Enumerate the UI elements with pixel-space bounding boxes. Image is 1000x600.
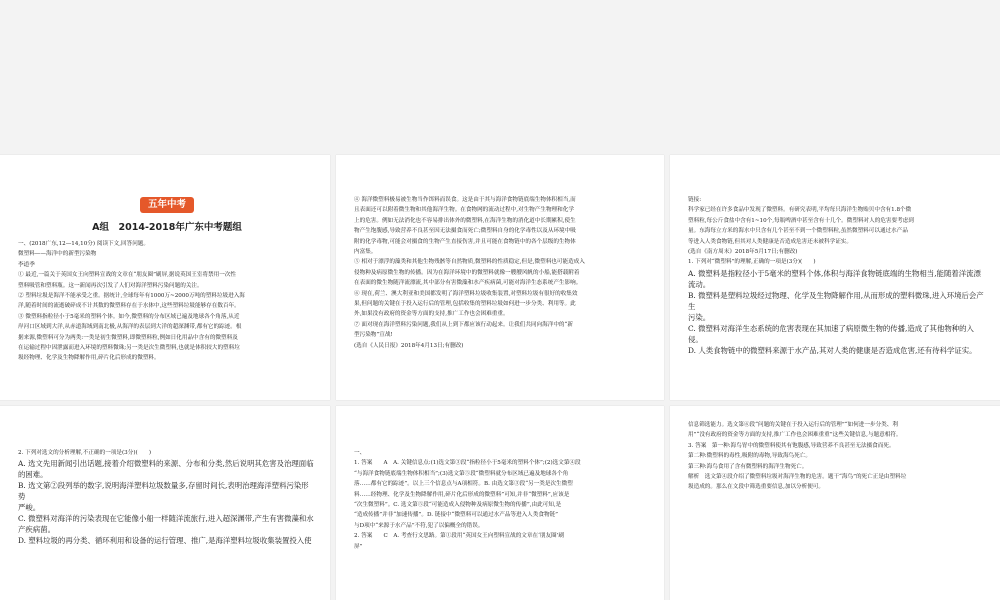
text-line: 外,如果没有政府的资金等方面的支持,推广工作也会困难重重。 <box>354 311 509 318</box>
answer-option: C. 微塑料对海洋的污染表现在它能像小船一样随洋流旅行,进入超深渊带,产生有害微藻和水 <box>18 514 314 524</box>
text-line: 第二种:微塑料的毒性,吸附的毒物,导致海鸟死亡。 <box>688 453 811 460</box>
text-line: 附的化学毒物,可能会对摄食的生物产生直接伤害,并且可能在食物链中的各个层级的生物体 <box>354 238 576 245</box>
text-line: 微塑料——海洋中的新型污染物 <box>18 251 97 258</box>
text-line: 量。东海每立方米的海水中只含有几个甚至不到一个微塑料粒,虽然微塑料可以通过水产品 <box>688 228 908 235</box>
text-line: 塑料粒,每公斤食盐中含有1~10个,每瓶啤酒中甚至含有十几个。微塑料对人的危害要考虑到 <box>688 217 914 224</box>
text-line: 解析 选文第④段介绍了微塑料垃圾对海洋生物的危害。题干“海鸟”的死亡正是由塑料垃 <box>688 474 907 481</box>
text-line: 圾造成的。那么在文段中筛选重要信息,加以分析便可。 <box>688 484 825 491</box>
answer-line: 3. 答案 第一种:海鸟胃中的微塑料使其有饱腹感,导致营养不良甚至无法摄食而死。 <box>688 442 895 449</box>
text-line: 落……都有它的踪迹”。以上三个信息点与A项相符。B. 由选文第③段“另一类是次生微塑 <box>354 481 573 488</box>
text-line: 型污染物”宣战! <box>354 332 393 339</box>
text-line: 第三种:海鸟食用了含有微塑料的海洋生物死亡。 <box>688 463 808 470</box>
slide-2 <box>336 155 664 400</box>
text-line: ① 最近,一篇关于英国女王向塑料宣战的文章在“朋友圈”刷屏,据说英国王室将禁用一次性 <box>18 272 237 279</box>
text-line: (选自《人民日报》2018年4月13日;有删改) <box>354 342 464 349</box>
answer-option: C. 微塑料对海洋生态系统的危害表现在其加速了病原微生物的传播,造成了其他物种的入 <box>688 323 974 333</box>
text-line: 链接: <box>688 197 702 203</box>
text-line: 在表面的微生物随洋流漂流,其中部分有害微藻和水产疾病菌,可能对海洋生态系统产生影响。 <box>354 280 582 287</box>
text-line: (选自《南方周末》2018年5月17日;有删改) <box>688 249 798 256</box>
answer-option: 污染。 <box>688 312 711 322</box>
answer-option: 严峻。 <box>18 503 41 513</box>
text-line: 信息筛选能力。选文第⑥段“问题的关键在于投入运行后的管理”“如何进一步分类、利 <box>688 422 898 428</box>
answer-line: 1. 答案 A A. 关键信息点:(1)选文第③段“指粒径小于5毫米的塑料个体”;(2)选文第④段 <box>354 460 581 467</box>
text-line: 在运输过程中因泄露而进入环境的塑料微珠;另一类是次生微塑料,也就是体积较大的塑料垃 <box>18 345 240 352</box>
slide-1 <box>0 155 330 400</box>
text-line: ⑤ 相对于漂浮的藻类和其他生物残骸等自然物质,微塑料的性质稳定,但是,微塑料也可能造成入 <box>354 259 585 266</box>
text-line: 侵物种及病原微生物的传播。因为在海洋环境中的微塑料就像一艘艘风帆的小船,能搭载附着 <box>354 269 580 276</box>
text-line: 且表面还可以附着微生物和其他海洋生物。在食物网的流动过程中,对生物产生物理和化学 <box>354 207 574 214</box>
text-line: 岸河口区域到大洋,从赤道海域到南北极,从海洋的表层到大洋的超深渊带,都有它的踪迹。根 <box>18 324 242 331</box>
text-line: 洋,随着时间的流逝破碎成不计其数的微塑料存在于水体中,这些塑料垃圾能够存在数百年。 <box>18 303 240 310</box>
slide-5 <box>336 406 664 600</box>
text-line: 上的危害。例如无法消化也不容易排出体外的微塑料,在海洋生物的消化道中长期累积,使生 <box>354 217 576 224</box>
text-line: 内富集。 <box>354 249 377 256</box>
slide-3 <box>670 155 1000 400</box>
question-stem: 2. 下列对选文的分析理解,不正确的一项是(3分)( ) <box>18 450 152 456</box>
question-stem: 1. 下列对“微塑料”的理解,正确的一项是(3分)( ) <box>688 259 816 266</box>
slide-4 <box>0 406 330 600</box>
slide-6 <box>670 406 1000 600</box>
text-line: 用”“没有政府的资金等方面的支持,推广工作也会困难重重”这些关键信息,与题意相符。 <box>688 432 902 439</box>
section-banner: 五年中考 <box>140 197 194 213</box>
answer-option: 产疾病菌。 <box>18 525 55 535</box>
answer-option: A. 选文先用新闻引出话题,接着介绍微塑料的来源、分布和分类,然后说明其危害及治理面临 <box>18 459 314 469</box>
answer-line: 2. 答案 C A. 考查行文思路。第①段用“英国女王向塑料宣战的文章在‘朋友圈’刷 <box>354 533 565 540</box>
text-line: 一、 <box>354 450 366 456</box>
text-line: ⑦ 面对现在海洋塑料污染问题,我们从上到下都应该行动起来。让我们共同向海洋中的“新 <box>354 321 573 328</box>
text-line: 物产生饱腹感,导致营养不良甚至因无法摄食而死亡;微塑料自身的化学毒性以及从环境中吸 <box>354 228 576 235</box>
answer-option: D. 塑料垃圾的再分类、循环利用和设备的运行管理、推广,是海洋塑料垃圾收集装置投入使 <box>18 536 312 546</box>
text-line: ③ 微塑料指粒径小于5毫米的塑料个体。如今,微塑料的分布区域已遍及地球各个角落,从近 <box>18 313 240 320</box>
text-line: ④ 海洋微塑料极易被生物当作饵料而误食。这是由于其与海洋食物链底端生物体积相当,而 <box>354 197 576 203</box>
text-line: 屏” <box>354 543 363 550</box>
answer-option: D. 人类食物链中的微塑料来源于水产品,其对人类的健康是否造成危害,还有待科学证实。 <box>688 345 977 355</box>
text-line: ② 塑料垃圾是海洋不能承受之重。据统计,全球每年有1000万~2000万吨的塑料垃圾进入海 <box>18 293 245 300</box>
answer-option: B. 选文第②段列举的数字,说明海洋塑料垃圾数量多,存留时间长,表明治理海洋塑料污染形势 <box>18 481 309 502</box>
answer-option: A. 微塑料是指粒径小于5毫米的塑料个体,体积与海洋食物链底端的生物相当,能随着洋流漂流动。 <box>688 268 981 289</box>
text-line: 据来源,微塑料可分为两类:一类是初生微塑料,即微塑料粒,例如日化用品中含有的微塑料及 <box>18 334 238 341</box>
text-line: 圾经物理、化学及生物降解作用,碎片化后形成的微塑料。 <box>18 355 160 362</box>
text-line: 料……经物理、化学及生物降解作用,碎片化后形成的微塑料”可知,并非“微塑料”,应该是 <box>354 491 570 498</box>
text-line: “与海洋食物链底端生物体积相当”;(3)选文第⑤段“微塑料就分布区域已遍及地球各个角 <box>354 470 569 477</box>
text-line: “造成传播”并非“加速传播”。D. 链接中“微塑料可以通过水产品等进入人类食物链” <box>354 512 559 519</box>
text-line: “次生微塑料”。C. 选文第⑤段“可能造成入侵物种及病原微生物的传播”,由此可知,是 <box>354 502 562 509</box>
group-title: A组 2014-2018年广东中考题组 <box>92 222 242 233</box>
answer-option: 侵。 <box>688 334 703 344</box>
text-line: 等进入人类食物链,但其对人类健康是否造成危害还未被科学证实。 <box>688 238 852 245</box>
answer-option: B. 微塑料是塑料垃圾经过物理、化学及生物降解作用,从而形成的塑料微珠,进入环境后会产生 <box>688 290 984 311</box>
text-line: 与D项中“来源于水产品”不符,犯了以偏概全的错误。 <box>354 522 484 529</box>
answer-option: 的困难。 <box>18 470 48 480</box>
text-line: 果,但问题的关键在于投入运行后的管理,包括收集的塑料垃圾如何进一步分类、利用等。此 <box>354 301 576 308</box>
text-line: 李道季 <box>18 261 35 268</box>
text-line: 塑料吸管和塑料瓶。这一新闻再次引发了人们对海洋塑料污染问题的关注。 <box>18 282 203 289</box>
text-line: 一、(2018广东,12—14,10分) 阅读下文,回答问题。 <box>18 241 149 247</box>
text-line: ⑥ 现在,荷兰、澳大利亚和美国都发明了海洋塑料垃圾收集装置,对塑料垃圾有很好的收集效 <box>354 290 578 297</box>
text-line: 科学家已经在许多食品中发现了微塑料。有研究表明,平均每只海洋生物贻贝中含有1.8个微 <box>688 207 912 214</box>
